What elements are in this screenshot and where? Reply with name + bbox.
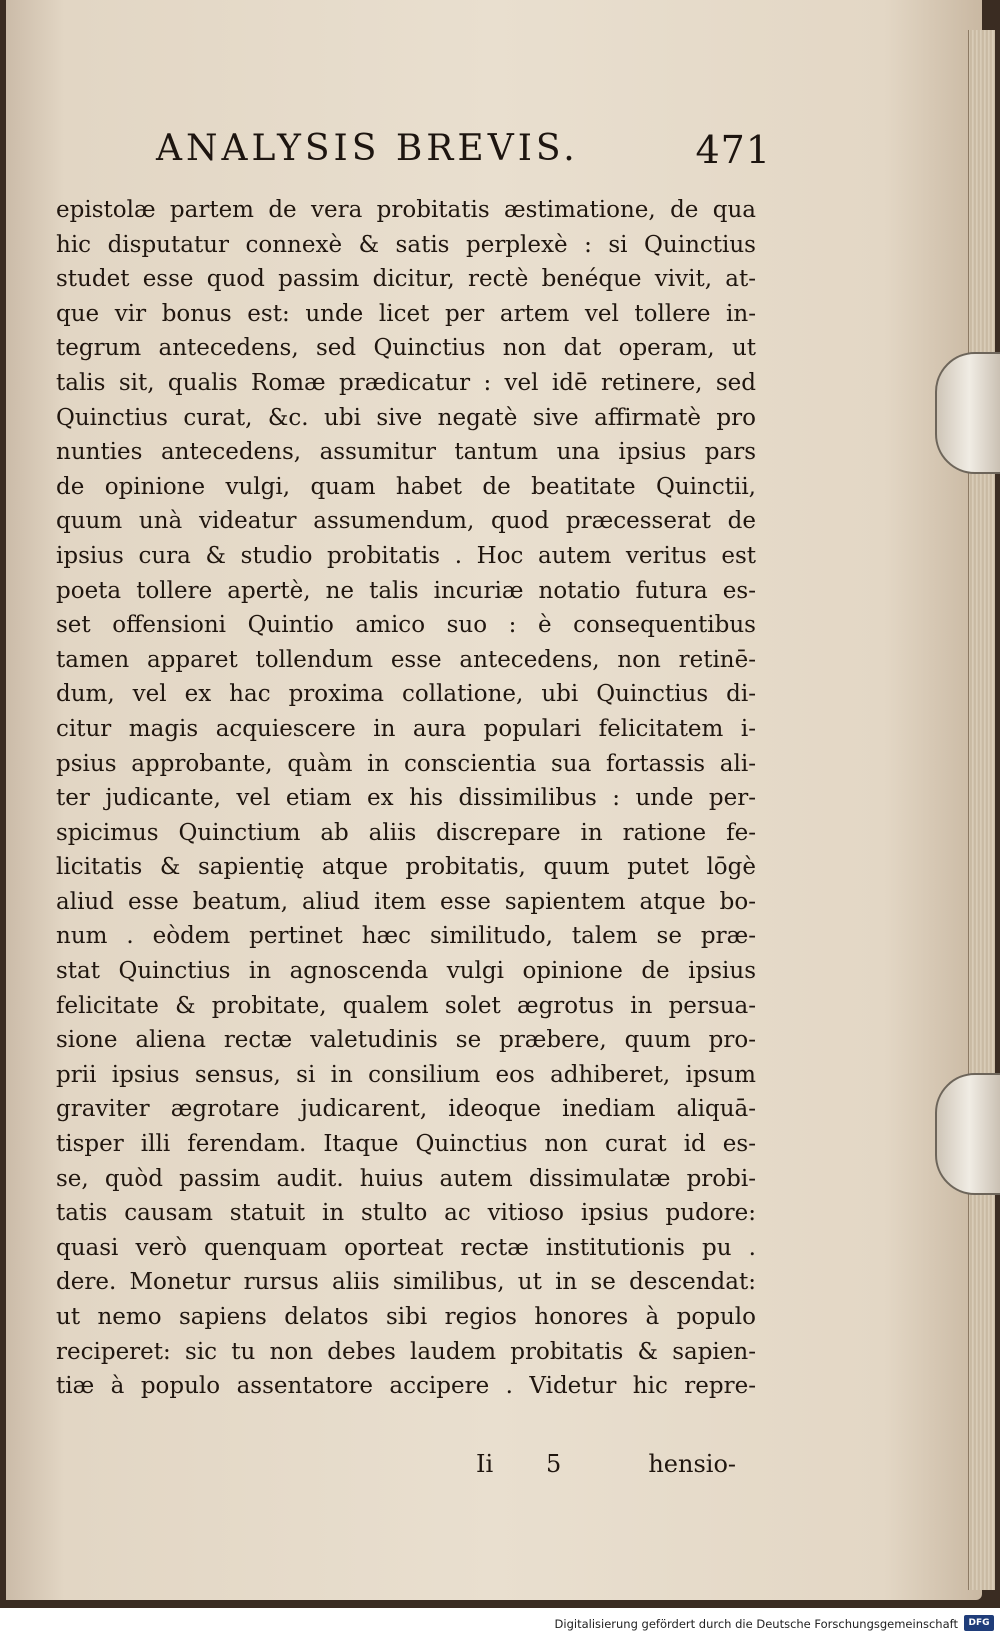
signature-mark: Ii (476, 1450, 494, 1478)
text-line: tisper illi ferendam. Itaque Quinctius non curat id es- (56, 1131, 756, 1158)
text-line: ipsius cura & studio probitatis . Hoc autem veritus est (56, 542, 756, 569)
book-clasp-top (935, 352, 1000, 474)
page-header (156, 128, 771, 178)
text-line: tatis causam statuit in stulto ac vitioso ipsius pudore: (56, 1200, 756, 1227)
text-line: Quinctius curat, &c. ubi sive negatè sive affirmatè pro (56, 404, 756, 431)
text-line: aliud esse beatum, aliud item esse sapientem atque bo- (56, 888, 756, 915)
text-line: ter judicante, vel etiam ex his dissimilibus : unde per- (56, 785, 756, 812)
text-line: se, quòd passim audit. huius autem dissimulatæ probi- (56, 1165, 756, 1192)
text-line: poeta tollere apertè, ne talis incuriæ notatio futura es- (56, 577, 756, 604)
signature-number: 5 (546, 1450, 562, 1478)
text-line: nunties antecedens, assumitur tantum una ipsius pars (56, 439, 756, 466)
text-line: sione aliena rectæ valetudinis se præbere, quum pro- (56, 1027, 756, 1054)
text-line: spicimus Quinctium ab aliis discrepare in ratione fe- (56, 819, 756, 846)
text-line: de opinione vulgi, quam habet de beatitate Quinctii, (56, 473, 756, 500)
text-line: stat Quinctius in agnoscenda vulgi opinione de ipsius (56, 958, 756, 985)
text-line: licitatis & sapientię atque probitatis, quum putet lōgè (56, 854, 756, 881)
text-line: talis sit, qualis Romæ prædicatur : vel idē retinere, sed (56, 369, 756, 396)
dfg-logo: DFG (964, 1615, 994, 1631)
funding-note: Digitalisierung gefördert durch die Deutsche Forschungsgemeinschaft (554, 1617, 958, 1631)
catchword: hensio- (648, 1450, 736, 1478)
text-line: psius approbante, quàm in conscientia sua fortassis ali- (56, 750, 756, 777)
text-line: quasi verò quenquam oporteat rectæ institutionis pu . (56, 1234, 756, 1261)
text-line: felicitate & probitate, qualem solet ægrotus in persua- (56, 992, 756, 1019)
body-text (56, 193, 756, 1404)
text-line: ut nemo sapiens delatos sibi regios honores à populo (56, 1304, 756, 1330)
text-line: hic disputatur connexè & satis perplexè : si Quinctius (56, 231, 756, 258)
text-line: dere. Monetur rursus aliis similibus, ut in se descendat: (56, 1269, 756, 1296)
text-line: num . eòdem pertinet hæc similitudo, talem se præ- (56, 923, 756, 950)
text-line: set offensioni Quintio amico suo : è consequentibus (56, 612, 756, 639)
text-line: tegrum antecedens, sed Quinctius non dat operam, ut (56, 335, 756, 362)
text-line: reciperet: sic tu non debes laudem probitatis & sapien- (56, 1338, 756, 1365)
text-line: que vir bonus est: unde licet per artem vel tollere in- (56, 300, 756, 327)
running-title: ANALYSIS BREVIS. (156, 128, 579, 169)
text-line: prii ipsius sensus, si in consilium eos adhiberet, ipsum (56, 1061, 756, 1088)
text-line: quum unà videatur assumendum, quod præcesserat de (56, 508, 756, 535)
page-edges (968, 30, 995, 1590)
text-line: dum, vel ex hac proxima collatione, ubi Quinctius di- (56, 681, 756, 708)
book-page (6, 0, 982, 1600)
text-line: studet esse quod passim dicitur, rectè benéque vivit, at- (56, 266, 756, 293)
page-number: 471 (695, 128, 771, 172)
book-clasp-bottom (935, 1073, 1000, 1195)
text-line: epistolæ partem de vera probitatis æstimatione, de qua (56, 197, 756, 223)
text-line: citur magis acquiescere in aura populari felicitatem i- (56, 715, 756, 742)
text-line: tiæ à populo assentatore accipere . Videtur hic repre- (56, 1373, 756, 1400)
text-line: tamen apparet tollendum esse antecedens, non retinē- (56, 646, 756, 673)
credit-bar (0, 1608, 1000, 1640)
page-footer (476, 1450, 736, 1486)
text-line: graviter ægrotare judicarent, ideoque inediam aliquā- (56, 1096, 756, 1123)
